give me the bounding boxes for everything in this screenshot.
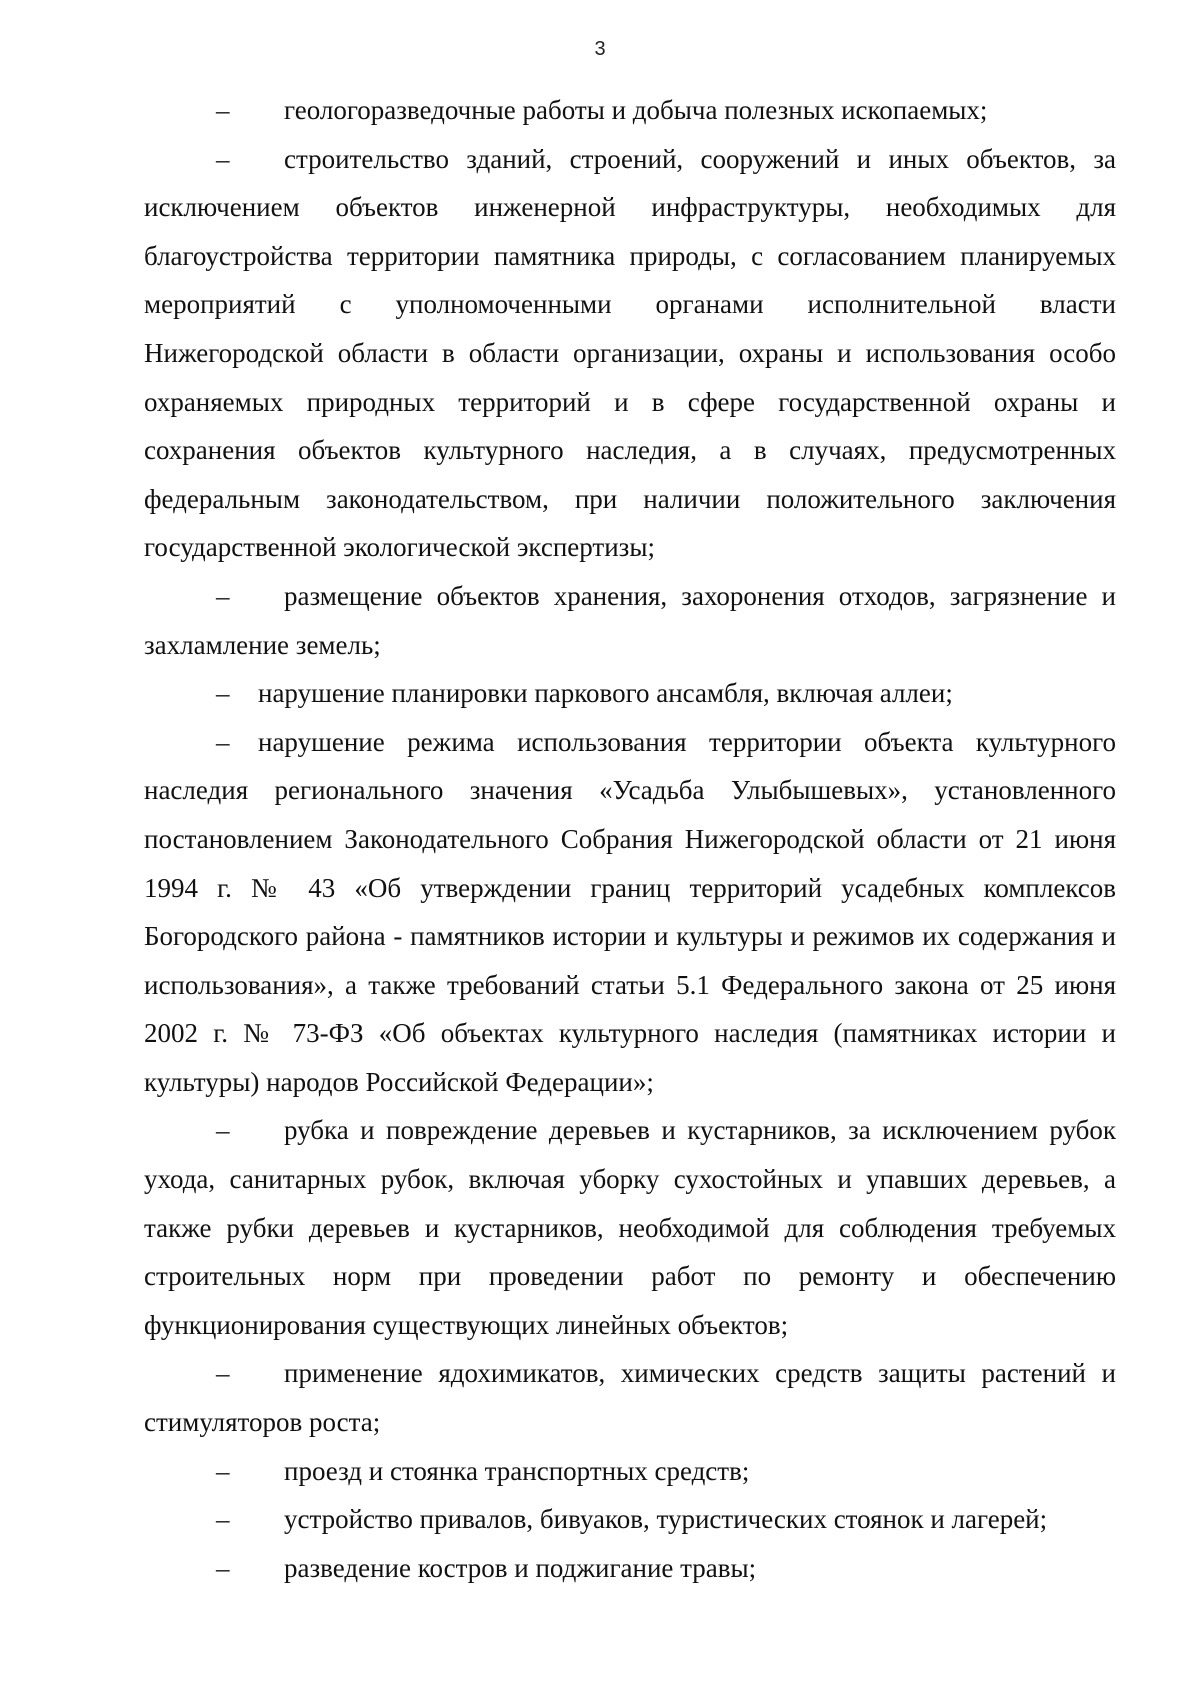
list-item (144, 1106, 1116, 1349)
list-item-text: разведение костров и поджигание травы; (284, 1552, 757, 1583)
list-item (144, 669, 1116, 718)
list-item (144, 1447, 1116, 1496)
list-item-text: рубка и повреждение деревьев и кустарников, за исключением рубок ухода, санитарных рубок, включая уборку сухостойных и упавших деревьев, а также рубки деревьев и кустарников, необходимой для соблюдения требуемых строительных норм при проведении работ по ремонту и обеспечению функционирования существующих линейных объектов; (144, 1115, 1116, 1340)
list-item-text: нарушение режима использования территории объекта культурного наследия регионального значения «Усадьба Улыбышевых», установленного постановлением Законодательного Собрания Нижегородской области от 21 июня 1994 г. № 43 «Об утверждении границ территорий усадебных комплексов Богородского района - памятников истории и культуры и режимов их содержания и использования», а также требований статьи 5.1 Федерального закона от 25 июня 2002 г. № 73-ФЗ «Об объектах культурного наследия (памятниках истории и культуры) народов Российской Федерации»; (144, 726, 1116, 1097)
list-item (144, 1544, 1116, 1593)
list-dash: – (216, 143, 230, 174)
list-dash: – (216, 1358, 230, 1389)
list-dash: – (216, 1115, 230, 1146)
page-number: 3 (594, 38, 606, 60)
list-item-text: применение ядохимикатов, химических средств защиты растений и стимуляторов роста; (144, 1358, 1116, 1438)
list-item (144, 718, 1116, 1107)
list-item-text: геологоразведочные работы и добыча полезных ископаемых; (284, 95, 988, 125)
list-item-text: строительство зданий, строений, сооружений и иных объектов, за исключением объектов инженерной инфраструктуры, необходимых для благоустройства территории памятника природы, с согласованием планируемых мероприятий с уполномоченными органами исполнительной власти Нижегородской области в области организации, охраны и использования особо охраняемых природных территорий и в сфере государственной охраны и сохранения объектов культурного наследия, а в случаях, предусмотренных федеральным законодательством, при наличии положительного заключения государственной экологической экспертизы; (144, 143, 1116, 563)
list-item-text: проезд и стоянка транспортных средств; (284, 1455, 750, 1486)
list-item-text: нарушение планировки паркового ансамбля, включая аллеи; (258, 678, 953, 709)
list-dash: – (216, 95, 230, 125)
list-item (144, 1495, 1116, 1544)
list-item (144, 135, 1116, 572)
document-body (144, 86, 1116, 1592)
list-item (144, 86, 1116, 135)
list-dash: – (216, 726, 230, 757)
list-item-text: размещение объектов хранения, захоронения отходов, загрязнение и захламление земель; (144, 580, 1116, 660)
list-dash: – (216, 580, 230, 611)
list-dash: – (216, 1552, 230, 1583)
list-item (144, 572, 1116, 669)
list-item-text: устройство привалов, бивуаков, туристических стоянок и лагерей; (284, 1504, 1048, 1535)
list-dash: – (216, 1455, 230, 1486)
list-item (144, 1349, 1116, 1446)
list-dash: – (216, 678, 230, 709)
list-dash: – (216, 1504, 230, 1535)
